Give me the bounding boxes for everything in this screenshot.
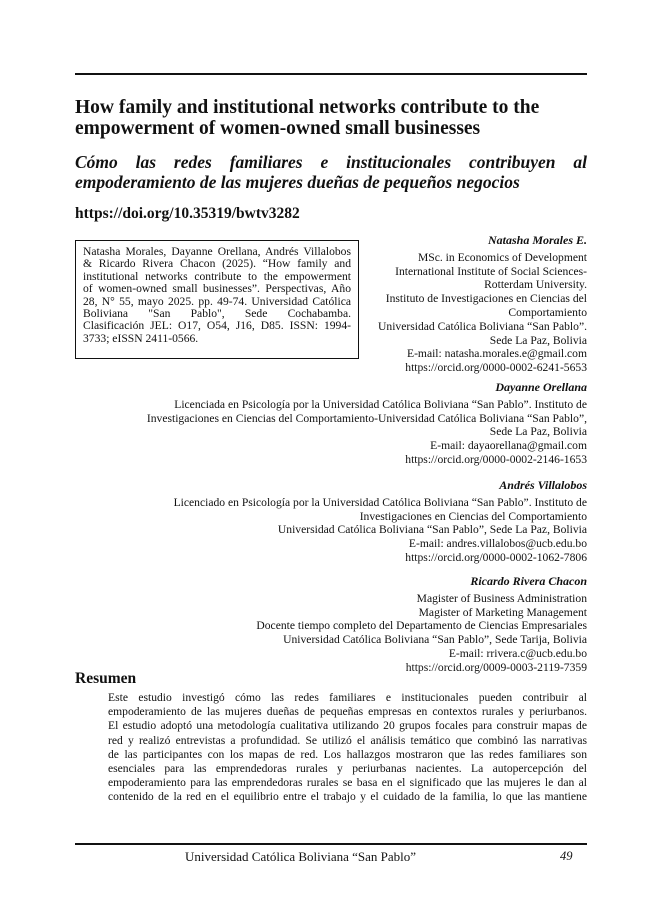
author-block-ricardo-rivera-chacon [256, 575, 587, 675]
author-orcid-link[interactable]: https://orcid.org/0009-0003-2119-7359 [405, 660, 587, 674]
citation-line: 28, N° 55, mayo 2025. pp. 49-74. Universidad Católica [83, 294, 351, 308]
footer-rule [75, 843, 587, 845]
title-english [75, 97, 595, 139]
citation-line: of women-owned small businesses”. Perspectivas, Año [83, 282, 351, 296]
author-email[interactable]: E-mail: andres.villalobos@ucb.edu.bo [408, 537, 587, 551]
citation-line: institutional networks contribute to the empowerment [83, 269, 351, 283]
title-english-line: empowerment of women-owned small businesses [75, 118, 481, 139]
author-affiliation: Licenciada en Psicología por la Universidad Católica Boliviana “San Pablo”. Instituto de [174, 397, 587, 411]
doi-link[interactable]: https://doi.org/10.35319/bwtv3282 [75, 205, 300, 222]
citation-line: & Ricardo Rivera Chacon (2025). “How family and [83, 257, 351, 271]
abstract-line: empoderamiento de las mujeres dueñas de pequeñas empresas en contextos rurales y periurbanos. [108, 705, 587, 719]
author-affiliation: Investigaciones en Ciencias del Comportamiento-Universidad Católica Boliviana “San Pablo”, [146, 411, 587, 425]
author-orcid-link[interactable]: https://orcid.org/0000-0002-2146-1653 [405, 452, 587, 466]
author-affiliation: Magister of Business Administration [416, 591, 587, 605]
author-affiliation: Universidad Católica Boliviana “San Pablo”. [378, 319, 587, 333]
author-affiliation: Comportamiento [508, 305, 587, 319]
abstract-line: Este estudio investigó cómo las redes familiares e institucionales pueden contribuir al [108, 691, 587, 704]
author-email[interactable]: E-mail: dayaorellana@gmail.com [430, 439, 587, 453]
author-email[interactable]: E-mail: natasha.morales.e@gmail.com [406, 347, 587, 361]
citation-line: Natasha Morales, Dayanne Orellana, Andrés Villalobos [83, 245, 351, 258]
author-affiliation: International Institute of Social Sciences- [395, 264, 587, 278]
author-block-dayanne-orellana [147, 381, 587, 467]
author-block-natasha-morales [378, 234, 587, 375]
author-location: Sede La Paz, Bolivia [489, 425, 587, 439]
abstract-heading: Resumen [75, 670, 137, 687]
author-location: Sede La Paz, Bolivia [489, 333, 587, 347]
author-affiliation: MSc. in Economics of Development [417, 250, 587, 264]
abstract-line: red y realizó entrevistas a profundidad. Se utilizó el análisis temático que combinó las narrativas [108, 733, 587, 747]
author-affiliation: Licenciado en Psicología por la Universidad Católica Boliviana “San Pablo”. Instituto de [173, 495, 587, 509]
abstract-line: empoderamiento para las emprendedoras rurales se basa en el significado que las mujeres le dan al [108, 776, 587, 790]
author-affiliation: Instituto de Investigaciones en Ciencias del [385, 292, 587, 306]
citation-line: 3733; eISSN 2411-0566. [83, 331, 199, 345]
author-name: Natasha Morales E. [487, 233, 587, 247]
citation-box [75, 240, 359, 359]
author-orcid-link[interactable]: https://orcid.org/0000-0002-6241-5653 [405, 361, 587, 375]
author-affiliation: Rotterdam University. [484, 278, 587, 292]
title-spanish [75, 152, 595, 192]
citation-line: Clasificación JEL: O17, O54, J16, D85. ISSN: 1994- [83, 319, 351, 333]
author-affiliation: Universidad Católica Boliviana “San Pablo”, Sede Tarija, Bolivia [283, 633, 587, 647]
author-affiliation: Investigaciones en Ciencias del Comportamiento [359, 509, 587, 523]
abstract-line: El estudio adoptó una metodología cualitativa utilizando 20 grupos focales para construir mapas de [108, 719, 587, 733]
author-affiliation: Docente tiempo completo del Departamento de Ciencias Empresariales [256, 619, 587, 633]
page-number: 49 [560, 849, 573, 863]
title-english-line: How family and institutional networks contribute to the [75, 97, 540, 118]
author-name: Andrés Villalobos [499, 478, 587, 492]
footer-university: Universidad Católica Boliviana “San Pablo” [185, 849, 417, 864]
author-name: Dayanne Orellana [495, 380, 587, 394]
citation-line: Boliviana "San Pablo", Sede Cochabamba. [83, 307, 351, 321]
title-spanish-line: Cómo las redes familiares e institucionales contribuyen al [75, 152, 587, 172]
abstract-body [108, 691, 587, 805]
abstract-line: de las participantes con los mapas de red. Los hallazgos mostraron que las redes familiares son [108, 747, 587, 761]
abstract-line: esenciales para las emprendedoras rurales y periurbanas nacientes. La autopercepción del [108, 762, 587, 776]
author-block-andres-villalobos [174, 479, 587, 565]
author-affiliation: Universidad Católica Boliviana “San Pablo”, Sede La Paz, Bolivia [277, 523, 587, 537]
author-affiliation: Magister of Marketing Management [418, 605, 587, 619]
top-rule [75, 73, 587, 75]
title-spanish-line: empoderamiento de las mujeres dueñas de pequeños negocios [75, 172, 520, 192]
author-email[interactable]: E-mail: rrivera.c@ucb.edu.bo [448, 646, 587, 660]
abstract-line: contenido de la red en el equilibrio entre el trabajo y el cuidado de la familia, lo que las mantiene [108, 790, 587, 804]
author-name: Ricardo Rivera Chacon [470, 574, 587, 588]
author-orcid-link[interactable]: https://orcid.org/0000-0002-1062-7806 [405, 550, 587, 564]
